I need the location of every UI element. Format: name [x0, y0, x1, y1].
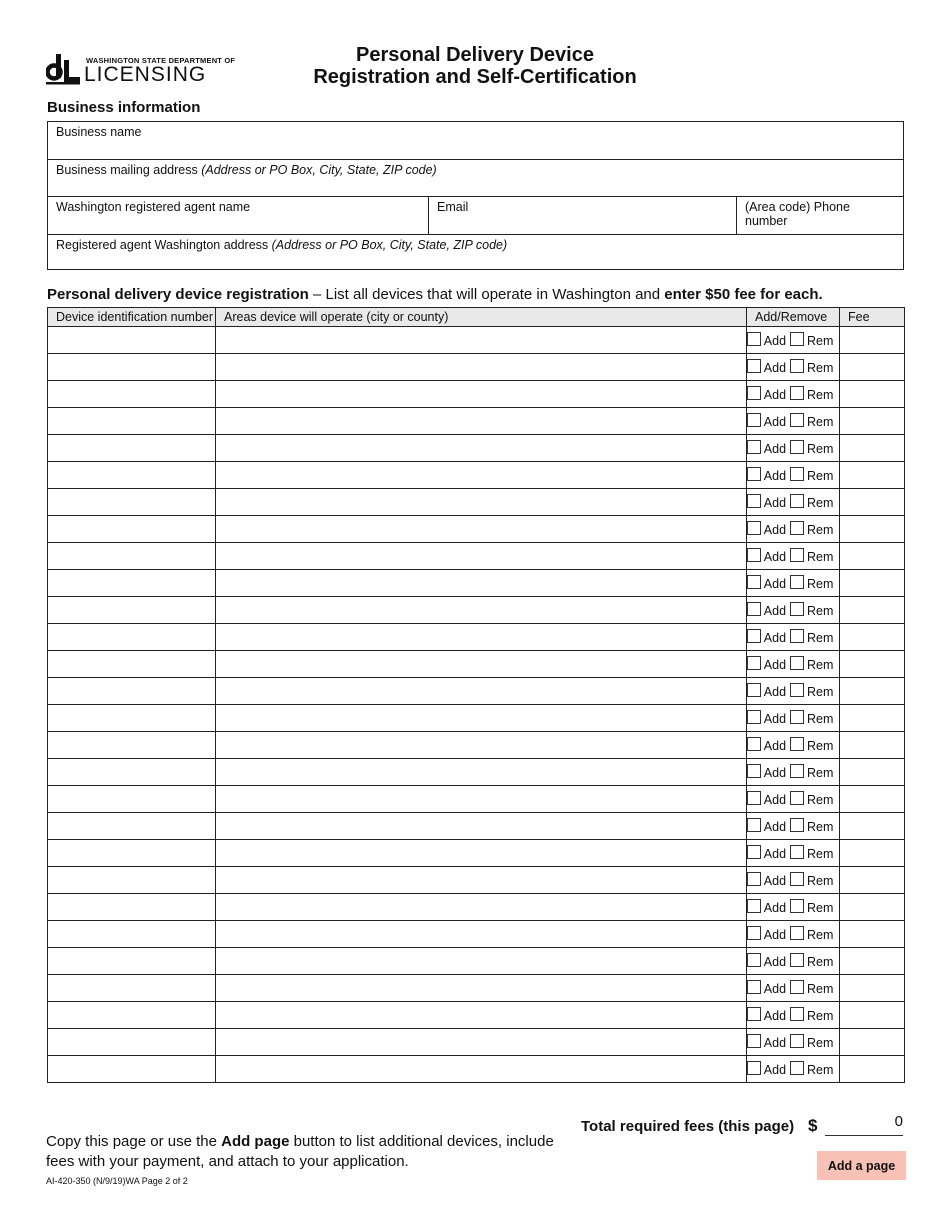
fee-cell[interactable] — [840, 408, 905, 435]
add-label: Add — [763, 577, 787, 591]
areas-cell[interactable] — [216, 1002, 747, 1029]
device-id-cell[interactable] — [48, 381, 216, 408]
remove-label: Rem — [807, 550, 834, 564]
add-remove-cell — [747, 354, 840, 381]
remove-checkbox[interactable] — [790, 413, 804, 427]
add-label: Add — [763, 955, 787, 969]
add-label: Add — [763, 739, 787, 753]
remove-checkbox[interactable] — [790, 494, 804, 508]
remove-label: Rem — [807, 820, 834, 834]
add-remove-cell — [747, 867, 840, 894]
business-name-row — [48, 122, 903, 160]
remove-checkbox[interactable] — [790, 899, 804, 913]
table-row — [48, 327, 905, 354]
device-id-cell[interactable] — [48, 678, 216, 705]
remove-checkbox[interactable] — [790, 791, 804, 805]
remove-label: Rem — [807, 415, 834, 429]
add-checkbox[interactable] — [747, 494, 761, 508]
add-label: Add — [763, 685, 787, 699]
add-remove-cell — [747, 1002, 840, 1029]
remove-label: Rem — [807, 496, 834, 510]
add-checkbox[interactable] — [747, 629, 761, 643]
remove-checkbox[interactable] — [790, 953, 804, 967]
registration-heading — [47, 286, 823, 303]
add-checkbox[interactable] — [747, 467, 761, 481]
fee-cell[interactable] — [840, 1029, 905, 1056]
remove-checkbox[interactable] — [790, 575, 804, 589]
col-add-remove: Add/Remove — [747, 308, 840, 327]
device-id-cell[interactable] — [48, 705, 216, 732]
business-info-heading: Business information — [47, 99, 201, 116]
add-label: Add — [763, 631, 787, 645]
add-checkbox[interactable] — [747, 926, 761, 940]
add-checkbox[interactable] — [747, 953, 761, 967]
add-checkbox[interactable] — [747, 683, 761, 697]
device-id-cell[interactable] — [48, 624, 216, 651]
fee-cell[interactable] — [840, 786, 905, 813]
areas-cell[interactable] — [216, 894, 747, 921]
registration-heading-text: – List all devices that will operate in Washington and — [308, 286, 665, 303]
col-fee: Fee — [840, 308, 905, 327]
table-row — [48, 381, 905, 408]
remove-checkbox[interactable] — [790, 656, 804, 670]
agent-address-field[interactable] — [48, 235, 903, 269]
table-row — [48, 921, 905, 948]
areas-cell[interactable] — [216, 975, 747, 1002]
remove-label: Rem — [807, 334, 834, 348]
add-label: Add — [763, 1063, 787, 1077]
email-field[interactable] — [429, 197, 737, 234]
fee-cell[interactable] — [840, 516, 905, 543]
areas-cell[interactable] — [216, 678, 747, 705]
add-checkbox[interactable] — [747, 1061, 761, 1075]
add-label: Add — [763, 442, 787, 456]
add-label: Add — [763, 469, 787, 483]
device-id-cell[interactable] — [48, 840, 216, 867]
device-id-cell[interactable] — [48, 516, 216, 543]
device-id-cell[interactable] — [48, 435, 216, 462]
remove-label: Rem — [807, 739, 834, 753]
remove-checkbox[interactable] — [790, 737, 804, 751]
phone-label: (Area code) Phone number — [745, 200, 850, 228]
remove-label: Rem — [807, 901, 834, 915]
mailing-address-hint: (Address or PO Box, City, State, ZIP code) — [201, 163, 437, 177]
device-id-cell[interactable] — [48, 1056, 216, 1083]
fee-cell[interactable] — [840, 489, 905, 516]
remove-checkbox[interactable] — [790, 467, 804, 481]
add-remove-cell — [747, 624, 840, 651]
device-id-cell[interactable] — [48, 354, 216, 381]
fee-cell[interactable] — [840, 435, 905, 462]
fee-cell[interactable] — [840, 948, 905, 975]
device-id-cell[interactable] — [48, 597, 216, 624]
remove-label: Rem — [807, 388, 834, 402]
device-table — [47, 307, 905, 1083]
remove-label: Rem — [807, 955, 834, 969]
page-title — [280, 44, 670, 88]
table-row — [48, 1029, 905, 1056]
add-remove-cell — [747, 408, 840, 435]
add-checkbox[interactable] — [747, 1034, 761, 1048]
remove-checkbox[interactable] — [790, 386, 804, 400]
add-remove-cell — [747, 1056, 840, 1083]
remove-checkbox[interactable] — [790, 521, 804, 535]
areas-cell[interactable] — [216, 948, 747, 975]
table-row — [48, 840, 905, 867]
add-checkbox[interactable] — [747, 737, 761, 751]
device-table-header — [48, 308, 905, 327]
remove-label: Rem — [807, 928, 834, 942]
remove-label: Rem — [807, 361, 834, 375]
areas-cell[interactable] — [216, 651, 747, 678]
add-remove-cell — [747, 570, 840, 597]
remove-label: Rem — [807, 712, 834, 726]
device-table-body — [48, 327, 905, 1083]
areas-cell[interactable] — [216, 867, 747, 894]
phone-field[interactable] — [737, 197, 903, 234]
agent-address-hint: (Address or PO Box, City, State, ZIP code) — [271, 238, 508, 252]
add-label: Add — [763, 496, 787, 510]
add-remove-cell — [747, 1029, 840, 1056]
add-checkbox[interactable] — [747, 332, 761, 346]
add-label: Add — [763, 415, 787, 429]
remove-label: Rem — [807, 847, 834, 861]
email-label: Email — [437, 200, 469, 214]
remove-checkbox[interactable] — [790, 440, 804, 454]
areas-cell[interactable] — [216, 624, 747, 651]
remove-checkbox[interactable] — [790, 629, 804, 643]
remove-label: Rem — [807, 1009, 834, 1023]
areas-cell[interactable] — [216, 813, 747, 840]
add-label: Add — [763, 1036, 787, 1050]
business-name-label: Business name — [56, 125, 142, 139]
table-row — [48, 1002, 905, 1029]
device-id-cell[interactable] — [48, 759, 216, 786]
add-label: Add — [763, 847, 787, 861]
remove-checkbox[interactable] — [790, 359, 804, 373]
fee-cell[interactable] — [840, 354, 905, 381]
areas-cell[interactable] — [216, 597, 747, 624]
add-remove-cell — [747, 975, 840, 1002]
fee-cell[interactable] — [840, 624, 905, 651]
remove-checkbox[interactable] — [790, 1007, 804, 1021]
device-id-cell[interactable] — [48, 489, 216, 516]
add-remove-cell — [747, 759, 840, 786]
form-code: AI-420-350 (N/9/19)WA Page 2 of 2 — [46, 1176, 188, 1186]
fee-cell[interactable] — [840, 543, 905, 570]
add-label: Add — [763, 982, 787, 996]
col-areas: Areas device will operate (city or county) — [216, 308, 747, 327]
add-remove-cell — [747, 840, 840, 867]
currency-symbol: $ — [808, 1116, 818, 1135]
add-remove-cell — [747, 948, 840, 975]
agent-name-label: Washington registered agent name — [56, 200, 251, 214]
areas-cell[interactable] — [216, 327, 747, 354]
add-remove-cell — [747, 786, 840, 813]
areas-cell[interactable] — [216, 489, 747, 516]
device-id-cell[interactable] — [48, 1002, 216, 1029]
table-row — [48, 759, 905, 786]
add-label: Add — [763, 820, 787, 834]
add-remove-cell — [747, 651, 840, 678]
table-row — [48, 597, 905, 624]
areas-cell[interactable] — [216, 921, 747, 948]
remove-label: Rem — [807, 604, 834, 618]
fee-cell[interactable] — [840, 1002, 905, 1029]
table-row — [48, 570, 905, 597]
remove-label: Rem — [807, 658, 834, 672]
agent-address-row — [48, 235, 903, 269]
table-row — [48, 354, 905, 381]
add-checkbox[interactable] — [747, 980, 761, 994]
remove-label: Rem — [807, 685, 834, 699]
footer-text-bold: Add page — [221, 1133, 290, 1150]
fee-cell[interactable] — [840, 570, 905, 597]
areas-cell[interactable] — [216, 570, 747, 597]
add-checkbox[interactable] — [747, 548, 761, 562]
agency-logo — [46, 50, 236, 90]
table-row — [48, 1056, 905, 1083]
table-row — [48, 948, 905, 975]
device-id-cell[interactable] — [48, 948, 216, 975]
add-checkbox[interactable] — [747, 359, 761, 373]
fee-cell[interactable] — [840, 921, 905, 948]
device-id-cell[interactable] — [48, 894, 216, 921]
add-checkbox[interactable] — [747, 575, 761, 589]
add-label: Add — [763, 712, 787, 726]
add-remove-cell — [747, 462, 840, 489]
remove-label: Rem — [807, 577, 834, 591]
agency-name-big: LICENSING — [84, 63, 207, 86]
remove-label: Rem — [807, 442, 834, 456]
fee-cell[interactable] — [840, 867, 905, 894]
agent-contact-row — [48, 197, 903, 235]
device-id-cell[interactable] — [48, 975, 216, 1002]
add-checkbox[interactable] — [747, 791, 761, 805]
col-device-id: Device identification number — [48, 308, 216, 327]
fee-cell[interactable] — [840, 597, 905, 624]
add-checkbox[interactable] — [747, 440, 761, 454]
add-checkbox[interactable] — [747, 764, 761, 778]
remove-label: Rem — [807, 982, 834, 996]
agency-name-small: WASHINGTON STATE DEPARTMENT OF — [86, 56, 236, 65]
add-label: Add — [763, 361, 787, 375]
remove-label: Rem — [807, 1063, 834, 1077]
fee-cell[interactable] — [840, 813, 905, 840]
add-remove-cell — [747, 381, 840, 408]
footer-text-2: button to list additional devices, include fees with your payment, and attach to your application. — [46, 1133, 554, 1170]
areas-cell[interactable] — [216, 1056, 747, 1083]
table-row — [48, 867, 905, 894]
remove-label: Rem — [807, 469, 834, 483]
table-row — [48, 435, 905, 462]
add-remove-cell — [747, 543, 840, 570]
remove-checkbox[interactable] — [790, 980, 804, 994]
device-id-cell[interactable] — [48, 327, 216, 354]
device-id-cell[interactable] — [48, 1029, 216, 1056]
device-id-cell[interactable] — [48, 543, 216, 570]
areas-cell[interactable] — [216, 786, 747, 813]
device-id-cell[interactable] — [48, 570, 216, 597]
mailing-address-field[interactable] — [48, 160, 903, 196]
add-remove-cell — [747, 327, 840, 354]
add-label: Add — [763, 334, 787, 348]
add-checkbox[interactable] — [747, 710, 761, 724]
table-row — [48, 678, 905, 705]
remove-checkbox[interactable] — [790, 1061, 804, 1075]
table-row — [48, 894, 905, 921]
table-row — [48, 732, 905, 759]
areas-cell[interactable] — [216, 840, 747, 867]
table-row — [48, 975, 905, 1002]
add-remove-cell — [747, 705, 840, 732]
remove-checkbox[interactable] — [790, 845, 804, 859]
areas-cell[interactable] — [216, 1029, 747, 1056]
mailing-address-row — [48, 160, 903, 197]
add-remove-cell — [747, 597, 840, 624]
dol-logo-icon — [46, 52, 82, 86]
device-id-cell[interactable] — [48, 651, 216, 678]
add-checkbox[interactable] — [747, 413, 761, 427]
fee-cell[interactable] — [840, 678, 905, 705]
table-row — [48, 462, 905, 489]
add-label: Add — [763, 658, 787, 672]
device-id-cell[interactable] — [48, 408, 216, 435]
title-line-2: Registration and Self-Certification — [313, 66, 637, 88]
add-label: Add — [763, 604, 787, 618]
remove-label: Rem — [807, 1036, 834, 1050]
remove-checkbox[interactable] — [790, 764, 804, 778]
table-row — [48, 786, 905, 813]
remove-label: Rem — [807, 766, 834, 780]
table-row — [48, 516, 905, 543]
fee-cell[interactable] — [840, 894, 905, 921]
remove-checkbox[interactable] — [790, 818, 804, 832]
areas-cell[interactable] — [216, 705, 747, 732]
fee-cell[interactable] — [840, 759, 905, 786]
fee-cell[interactable] — [840, 1056, 905, 1083]
total-fees-label: Total required fees (this page) — [581, 1118, 795, 1135]
agent-address-label: Registered agent Washington address — [56, 238, 272, 252]
remove-label: Rem — [807, 631, 834, 645]
add-checkbox[interactable] — [747, 845, 761, 859]
add-label: Add — [763, 901, 787, 915]
device-id-cell[interactable] — [48, 732, 216, 759]
device-id-cell[interactable] — [48, 921, 216, 948]
business-info-box — [47, 121, 904, 270]
remove-checkbox[interactable] — [790, 872, 804, 886]
mailing-address-label: Business mailing address — [56, 163, 202, 177]
title-line-1: Personal Delivery Device — [356, 44, 594, 66]
add-remove-cell — [747, 489, 840, 516]
add-label: Add — [763, 550, 787, 564]
table-row — [48, 624, 905, 651]
add-label: Add — [763, 523, 787, 537]
areas-cell[interactable] — [216, 543, 747, 570]
footer-instructions — [46, 1132, 566, 1172]
areas-cell[interactable] — [216, 732, 747, 759]
add-label: Add — [763, 1009, 787, 1023]
add-checkbox[interactable] — [747, 386, 761, 400]
areas-cell[interactable] — [216, 516, 747, 543]
add-remove-cell — [747, 435, 840, 462]
fee-cell[interactable] — [840, 381, 905, 408]
table-row — [48, 813, 905, 840]
fee-cell[interactable] — [840, 705, 905, 732]
remove-label: Rem — [807, 874, 834, 888]
add-remove-cell — [747, 678, 840, 705]
fee-cell[interactable] — [840, 975, 905, 1002]
remove-checkbox[interactable] — [790, 332, 804, 346]
registration-heading-emph: enter $50 fee for each. — [664, 286, 823, 303]
agent-name-field[interactable] — [48, 197, 429, 234]
add-checkbox[interactable] — [747, 899, 761, 913]
fee-cell[interactable] — [840, 732, 905, 759]
remove-checkbox[interactable] — [790, 602, 804, 616]
areas-cell[interactable] — [216, 462, 747, 489]
table-row — [48, 651, 905, 678]
table-row — [48, 705, 905, 732]
add-label: Add — [763, 928, 787, 942]
areas-cell[interactable] — [216, 435, 747, 462]
total-fees-value[interactable]: 0 — [825, 1113, 903, 1136]
remove-checkbox[interactable] — [790, 683, 804, 697]
table-row — [48, 408, 905, 435]
table-row — [48, 543, 905, 570]
add-label: Add — [763, 766, 787, 780]
fee-cell[interactable] — [840, 462, 905, 489]
remove-checkbox[interactable] — [790, 1034, 804, 1048]
add-label: Add — [763, 874, 787, 888]
add-checkbox[interactable] — [747, 872, 761, 886]
areas-cell[interactable] — [216, 759, 747, 786]
fee-cell[interactable] — [840, 651, 905, 678]
areas-cell[interactable] — [216, 381, 747, 408]
add-label: Add — [763, 793, 787, 807]
add-remove-cell — [747, 732, 840, 759]
areas-cell[interactable] — [216, 354, 747, 381]
add-remove-cell — [747, 921, 840, 948]
device-id-cell[interactable] — [48, 786, 216, 813]
add-checkbox[interactable] — [747, 521, 761, 535]
add-remove-cell — [747, 813, 840, 840]
remove-checkbox[interactable] — [790, 548, 804, 562]
fee-cell[interactable] — [840, 840, 905, 867]
remove-label: Rem — [807, 793, 834, 807]
device-id-cell[interactable] — [48, 462, 216, 489]
registration-heading-bold: Personal delivery device registration — [47, 286, 309, 303]
areas-cell[interactable] — [216, 408, 747, 435]
add-page-button[interactable]: Add a page — [817, 1151, 906, 1180]
footer-text-1: Copy this page or use the — [46, 1133, 222, 1150]
device-id-cell[interactable] — [48, 813, 216, 840]
remove-checkbox[interactable] — [790, 710, 804, 724]
remove-checkbox[interactable] — [790, 926, 804, 940]
device-id-cell[interactable] — [48, 867, 216, 894]
table-row — [48, 489, 905, 516]
add-remove-cell — [747, 516, 840, 543]
add-remove-cell — [747, 894, 840, 921]
remove-label: Rem — [807, 523, 834, 537]
add-checkbox[interactable] — [747, 602, 761, 616]
add-checkbox[interactable] — [747, 1007, 761, 1021]
add-label: Add — [763, 388, 787, 402]
add-checkbox[interactable] — [747, 656, 761, 670]
fee-cell[interactable] — [840, 327, 905, 354]
business-name-field[interactable] — [48, 122, 903, 159]
add-checkbox[interactable] — [747, 818, 761, 832]
